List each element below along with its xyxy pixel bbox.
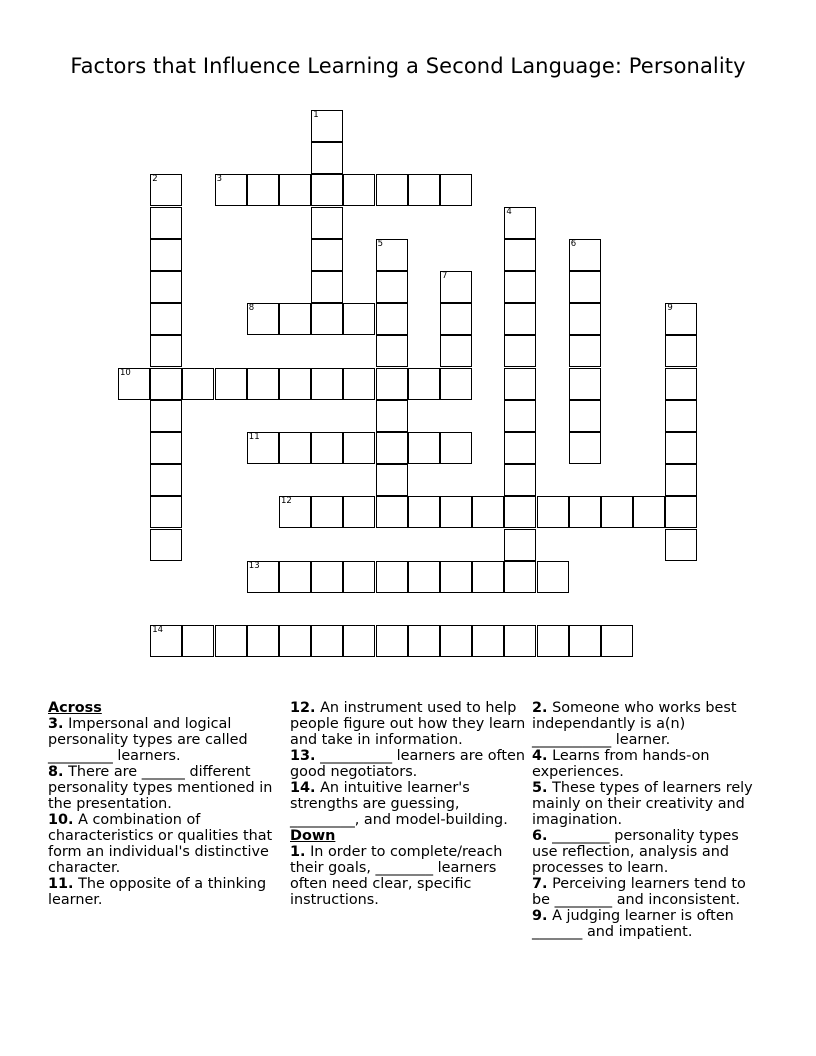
grid-cell[interactable]: [150, 239, 182, 271]
grid-cell[interactable]: [150, 271, 182, 303]
grid-cell[interactable]: [376, 271, 408, 303]
grid-cell[interactable]: [150, 303, 182, 335]
clue-across-14: 14. An intuitive learner's strengths are guessing, _________, and model-building.: [290, 780, 508, 828]
grid-cell[interactable]: [665, 335, 697, 367]
grid-cell[interactable]: [665, 368, 697, 400]
grid-cell[interactable]: [247, 432, 279, 464]
clue-across-13: 13. __________ learners are often good negotiators.: [290, 748, 525, 780]
clue-down-2: 2. Someone who works best independantly is a(n) ___________ learner.: [532, 700, 737, 748]
grid-cell[interactable]: [504, 529, 536, 561]
grid-cell[interactable]: [440, 496, 472, 528]
grid-cell[interactable]: [569, 400, 601, 432]
grid-cell[interactable]: [440, 625, 472, 657]
grid-cell[interactable]: [665, 496, 697, 528]
grid-cell[interactable]: [408, 561, 440, 593]
grid-cell[interactable]: [150, 496, 182, 528]
grid-cell[interactable]: [311, 207, 343, 239]
clue-number: 1: [313, 110, 319, 120]
clue-number: 7: [442, 271, 448, 281]
clue-down-4: 4. Learns from hands-on experiences.: [532, 748, 710, 780]
grid-cell[interactable]: [182, 625, 214, 657]
grid-cell[interactable]: [311, 368, 343, 400]
grid-cell[interactable]: [215, 174, 247, 206]
grid-cell[interactable]: [311, 271, 343, 303]
grid-cell[interactable]: [247, 625, 279, 657]
grid-cell[interactable]: [343, 625, 375, 657]
clue-down-7: 7. Perceiving learners tend to be ________ and inconsistent.: [532, 876, 746, 908]
grid-cell[interactable]: [376, 625, 408, 657]
grid-cell[interactable]: [408, 625, 440, 657]
clue-across-11: 11. The opposite of a thinking learner.: [48, 876, 267, 908]
grid-cell[interactable]: [569, 271, 601, 303]
grid-cell[interactable]: [504, 464, 536, 496]
grid-cell[interactable]: [150, 368, 182, 400]
grid-cell[interactable]: [665, 400, 697, 432]
grid-cell[interactable]: [311, 496, 343, 528]
grid-cell[interactable]: [633, 496, 665, 528]
grid-cell[interactable]: [247, 174, 279, 206]
down-heading: Down: [290, 828, 336, 844]
clue-across-12: 12. An instrument used to help people figure out how they learn and take in information.: [290, 700, 526, 748]
clue-number: 9: [667, 303, 673, 314]
grid-cell[interactable]: [150, 464, 182, 496]
grid-cell[interactable]: [311, 561, 343, 593]
grid-cell[interactable]: [376, 464, 408, 496]
grid-cell[interactable]: [311, 239, 343, 271]
grid-cell[interactable]: [376, 303, 408, 335]
grid-cell[interactable]: [472, 496, 504, 528]
clue-number: 13: [248, 560, 260, 571]
clue-number: 6: [570, 238, 577, 249]
clue-down-5: 5. These types of learners rely mainly on their creativity and imagination.: [532, 780, 753, 828]
grid-cell[interactable]: [311, 303, 343, 335]
grid-cell[interactable]: [504, 335, 536, 367]
grid-cell[interactable]: [311, 432, 343, 464]
grid-cell[interactable]: [440, 335, 472, 367]
grid-cell[interactable]: [279, 496, 311, 528]
grid-cell[interactable]: [440, 174, 472, 206]
grid-cell[interactable]: [665, 303, 697, 335]
grid-cell[interactable]: [311, 110, 343, 142]
grid-cell[interactable]: [279, 432, 311, 464]
grid-cell[interactable]: [569, 496, 601, 528]
grid-cell[interactable]: [150, 432, 182, 464]
grid-cell[interactable]: [569, 432, 601, 464]
grid-cell[interactable]: [247, 561, 279, 593]
grid-cell[interactable]: [504, 207, 536, 239]
grid-cell[interactable]: [569, 368, 601, 400]
grid-cell[interactable]: [504, 400, 536, 432]
clues-column-3: [532, 700, 768, 940]
clue-number: 14: [152, 625, 164, 636]
grid-cell[interactable]: [247, 368, 279, 400]
clue-number: 11: [248, 432, 260, 442]
grid-cell[interactable]: [665, 529, 697, 561]
grid-cell[interactable]: [665, 432, 697, 464]
clue-number: 8: [248, 303, 255, 314]
grid-cell[interactable]: [343, 496, 375, 528]
grid-cell[interactable]: [150, 207, 182, 239]
clue-down-6: 6. ________ personality types use reflection, analysis and processes to learn.: [532, 828, 739, 876]
clue-down-9: 9. A judging learner is often _______ and impatient.: [532, 908, 734, 940]
grid-cell[interactable]: [118, 368, 150, 400]
grid-cell[interactable]: [504, 432, 536, 464]
clue-number: 3: [216, 174, 223, 185]
grid-cell[interactable]: [279, 174, 311, 206]
grid-cell[interactable]: [376, 335, 408, 367]
grid-cell[interactable]: [440, 271, 472, 303]
clue-number: 10: [120, 367, 131, 378]
grid-cell[interactable]: [343, 174, 375, 206]
clue-number: 5: [377, 238, 384, 249]
grid-cell[interactable]: [472, 625, 504, 657]
grid-cell[interactable]: [376, 174, 408, 206]
clues-column-2: [290, 700, 526, 908]
grid-cell[interactable]: [569, 335, 601, 367]
clue-across-3: 3. Impersonal and logical personality types are called _________ learners.: [48, 716, 248, 764]
grid-cell[interactable]: [440, 432, 472, 464]
clue-down-1: 1. In order to complete/reach their goals, ________ learners often need clear, specific instructions.: [290, 844, 503, 908]
grid-cell[interactable]: [150, 400, 182, 432]
grid-cell[interactable]: [504, 303, 536, 335]
clue-across-8: 8. There are ______ different personality types mentioned in the presentation.: [48, 764, 273, 812]
grid-cell[interactable]: [376, 561, 408, 593]
grid-cell[interactable]: [376, 432, 408, 464]
grid-cell[interactable]: [440, 561, 472, 593]
grid-cell[interactable]: [376, 496, 408, 528]
grid-cell[interactable]: [279, 303, 311, 335]
grid-cell[interactable]: [343, 368, 375, 400]
grid-cell[interactable]: [376, 368, 408, 400]
puzzle-title: Factors that Influence Learning a Second Language: Personality: [70, 54, 746, 78]
grid-cell[interactable]: [601, 625, 633, 657]
grid-cell[interactable]: [408, 368, 440, 400]
grid-cell[interactable]: [408, 432, 440, 464]
grid-cell[interactable]: [150, 174, 182, 206]
clue-number: 4: [506, 206, 512, 217]
grid-cell[interactable]: [311, 174, 343, 206]
clues-column-1: [48, 700, 284, 908]
grid-cell[interactable]: [601, 496, 633, 528]
grid-cell[interactable]: [150, 529, 182, 561]
grid-cell[interactable]: [569, 239, 601, 271]
grid-cell[interactable]: [279, 561, 311, 593]
grid-cell[interactable]: [537, 561, 569, 593]
grid-cell[interactable]: [279, 625, 311, 657]
grid-cell[interactable]: [569, 625, 601, 657]
grid-cell[interactable]: [343, 432, 375, 464]
grid-cell[interactable]: [504, 271, 536, 303]
grid-cell[interactable]: [311, 625, 343, 657]
grid-cell[interactable]: [504, 496, 536, 528]
clue-across-10: 10. A combination of characteristics or qualities that form an individual's distinctive character.: [48, 812, 273, 876]
grid-cell[interactable]: [408, 174, 440, 206]
grid-cell[interactable]: [504, 625, 536, 657]
grid-cell[interactable]: [537, 496, 569, 528]
grid-cell[interactable]: [504, 561, 536, 593]
grid-cell[interactable]: [665, 464, 697, 496]
grid-cell[interactable]: [504, 368, 536, 400]
grid-cell[interactable]: [311, 142, 343, 174]
clue-number: 2: [152, 174, 158, 185]
grid-cell[interactable]: [247, 303, 279, 335]
grid-cell[interactable]: [150, 335, 182, 367]
grid-cell[interactable]: [182, 368, 214, 400]
grid-cell[interactable]: [343, 561, 375, 593]
grid-cell[interactable]: [343, 303, 375, 335]
grid-cell[interactable]: [440, 368, 472, 400]
grid-cell[interactable]: [376, 400, 408, 432]
across-heading: Across: [48, 700, 102, 716]
clue-number: 12: [281, 496, 292, 507]
grid-cell[interactable]: [279, 368, 311, 400]
grid-cell[interactable]: [215, 625, 247, 657]
grid-cell[interactable]: [504, 239, 536, 271]
grid-cell[interactable]: [376, 239, 408, 271]
grid-cell[interactable]: [150, 625, 182, 657]
grid-cell[interactable]: [215, 368, 247, 400]
grid-cell[interactable]: [472, 561, 504, 593]
grid-cell[interactable]: [408, 496, 440, 528]
grid-cell[interactable]: [440, 303, 472, 335]
grid-cell[interactable]: [537, 625, 569, 657]
grid-cell[interactable]: [569, 303, 601, 335]
